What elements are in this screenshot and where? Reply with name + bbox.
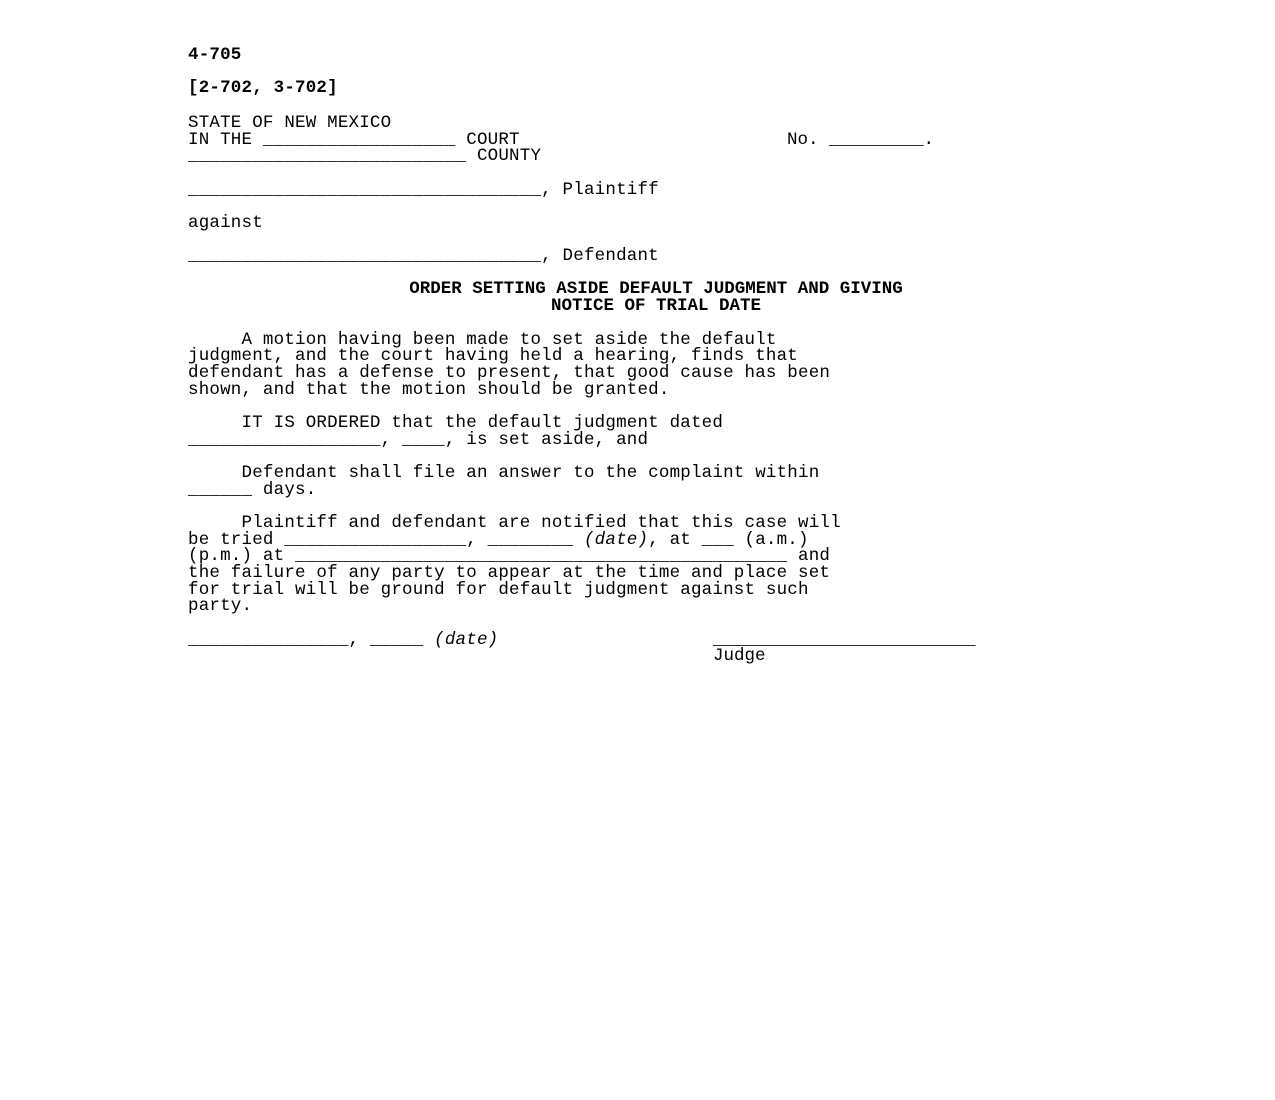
paragraph-motion-line: defendant has a defense to present, that good cause has been — [188, 363, 831, 383]
trial-time-text: , at ___ (a.m.) — [648, 530, 809, 550]
signature-date-blank: _______________, _____ — [188, 630, 435, 650]
document-title-line-2: NOTICE OF TRIAL DATE — [550, 296, 762, 316]
document-title-line-1: ORDER SETTING ASIDE DEFAULT JUDGMENT AND GIVING — [409, 279, 903, 299]
caption-county-line: __________________________ COUNTY — [188, 146, 542, 166]
paragraph-motion-line: judgment, and the court having held a hearing, finds that — [188, 346, 798, 366]
paragraph-motion-line: A motion having been made to set aside the default — [188, 330, 777, 350]
paragraph-trial-line: party. — [188, 596, 253, 616]
caption-case-number: No. _________. — [787, 130, 935, 150]
caption-plaintiff-line: _________________________________, Plaintiff — [188, 180, 659, 200]
form-number: 4-705 — [188, 45, 242, 65]
paragraph-motion-line: shown, and that the motion should be granted. — [188, 380, 670, 400]
paragraph-order-line: IT IS ORDERED that the default judgment dated — [188, 413, 724, 433]
trial-tried-text: be tried _________________, ________ — [188, 530, 584, 550]
paragraph-trial-line: for trial will be ground for default judgment against such — [188, 580, 809, 600]
signature-date-label: (date) — [434, 630, 499, 650]
caption-state: STATE OF NEW MEXICO — [188, 113, 392, 133]
paragraph-answer-line: ______ days. — [188, 480, 317, 500]
paragraph-trial-line: (p.m.) at ______________________________________________ and — [188, 546, 831, 566]
judge-signature-line: _________________________ — [713, 630, 976, 650]
judge-label: Judge — [713, 646, 766, 666]
caption-against: against — [188, 213, 263, 233]
caption-defendant-line: _________________________________, Defendant — [188, 246, 659, 266]
paragraph-answer-line: Defendant shall file an answer to the complaint within — [188, 463, 820, 483]
paragraph-trial-line: Plaintiff and defendant are notified that this case will — [188, 513, 841, 533]
signature-date-line — [188, 632, 498, 649]
caption-court-line: IN THE __________________ COURT — [188, 130, 520, 150]
paragraph-trial-line: the failure of any party to appear at the time and place set — [188, 563, 831, 583]
paragraph-order-line: __________________, ____, is set aside, and — [188, 430, 649, 450]
form-references: [2-702, 3-702] — [188, 78, 338, 98]
trial-date-label: (date) — [583, 530, 649, 550]
